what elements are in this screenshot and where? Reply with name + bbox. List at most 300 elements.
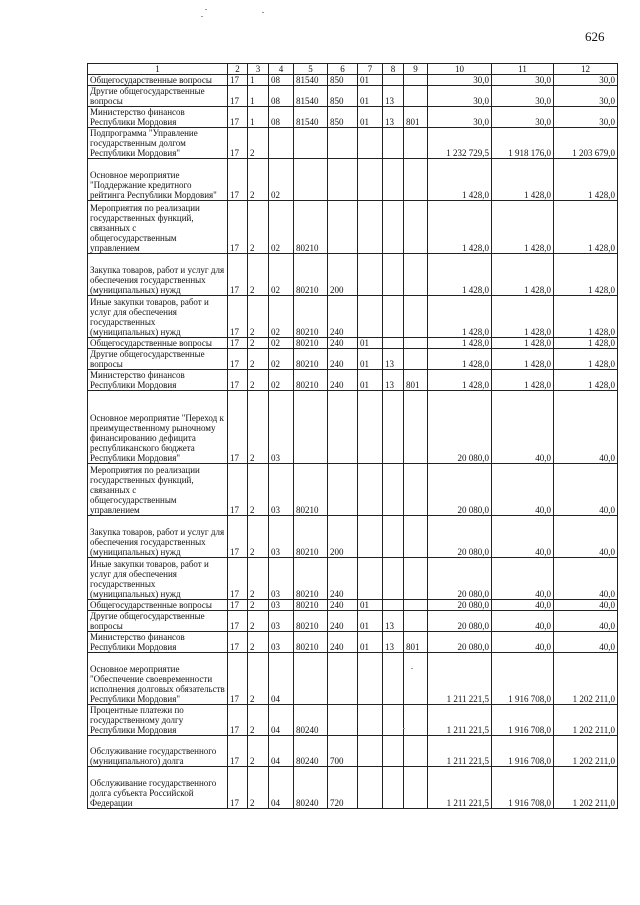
amount-cell: 1 428,0 xyxy=(492,338,554,349)
code-cell xyxy=(383,75,404,86)
code-cell: 80240 xyxy=(294,736,328,767)
row-name: Общегосударственные вопросы xyxy=(88,338,228,349)
amount-cell: 1 428,0 xyxy=(492,296,554,338)
table-row xyxy=(88,107,618,128)
amount-cell: 1 202 211,0 xyxy=(554,767,618,809)
code-cell xyxy=(358,296,383,338)
code-cell: 17 xyxy=(228,370,248,391)
amount-cell: 40,0 xyxy=(554,464,618,516)
amount-cell: 40,0 xyxy=(492,464,554,516)
amount-cell: 1 428,0 xyxy=(428,296,492,338)
code-cell: 200 xyxy=(328,516,358,558)
code-cell xyxy=(404,75,428,86)
code-cell: 08 xyxy=(269,75,294,86)
code-cell xyxy=(328,201,358,254)
column-header: 10 xyxy=(428,64,492,75)
code-cell: 850 xyxy=(328,75,358,86)
amount-cell: 1 428,0 xyxy=(554,370,618,391)
amount-cell: 20 080,0 xyxy=(428,632,492,653)
table-row xyxy=(88,464,618,516)
table-row xyxy=(88,75,618,86)
code-cell xyxy=(358,464,383,516)
row-name: Иные закупки товаров, работ и услуг для обеспечения государственных (муниципальных) нужд xyxy=(88,296,228,338)
table-row xyxy=(88,767,618,809)
amount-cell: 1 211 221,5 xyxy=(428,767,492,809)
code-cell: 02 xyxy=(269,201,294,254)
code-cell xyxy=(404,338,428,349)
code-cell xyxy=(404,201,428,254)
table-header-row xyxy=(88,64,618,75)
code-cell: 1 xyxy=(248,107,269,128)
column-header: 2 xyxy=(228,64,248,75)
code-cell: 80210 xyxy=(294,558,328,600)
code-cell: 2 xyxy=(248,653,269,705)
amount-cell: 40,0 xyxy=(554,600,618,611)
code-cell: 17 xyxy=(228,201,248,254)
code-cell xyxy=(328,159,358,201)
amount-cell: 40,0 xyxy=(492,558,554,600)
amount-cell: 1 202 211,0 xyxy=(554,653,618,705)
code-cell xyxy=(383,705,404,736)
amount-cell: 1 428,0 xyxy=(428,159,492,201)
code-cell: 80210 xyxy=(294,464,328,516)
code-cell xyxy=(404,611,428,632)
row-name: Министерство финансов Республики Мордовия xyxy=(88,107,228,128)
row-name: Подпрограмма "Управление государственным долгом Республики Мордовия" xyxy=(88,128,228,159)
code-cell xyxy=(404,464,428,516)
amount-cell: 40,0 xyxy=(554,611,618,632)
code-cell: 01 xyxy=(358,107,383,128)
column-header: 7 xyxy=(358,64,383,75)
amount-cell: 1 428,0 xyxy=(428,370,492,391)
column-header: 11 xyxy=(492,64,554,75)
table-row xyxy=(88,736,618,767)
budget-table xyxy=(87,63,618,809)
code-cell: 80240 xyxy=(294,767,328,809)
code-cell: 17 xyxy=(228,296,248,338)
column-header: 9 xyxy=(404,64,428,75)
code-cell xyxy=(294,128,328,159)
amount-cell: 40,0 xyxy=(492,516,554,558)
scan-speck xyxy=(403,728,405,729)
code-cell xyxy=(358,128,383,159)
amount-cell: 1 202 211,0 xyxy=(554,736,618,767)
code-cell xyxy=(358,391,383,464)
amount-cell: 20 080,0 xyxy=(428,516,492,558)
code-cell: 2 xyxy=(248,558,269,600)
code-cell xyxy=(383,159,404,201)
code-cell xyxy=(358,159,383,201)
code-cell: 13 xyxy=(383,370,404,391)
amount-cell: 30,0 xyxy=(428,86,492,107)
code-cell: 17 xyxy=(228,338,248,349)
code-cell: 2 xyxy=(248,600,269,611)
code-cell xyxy=(328,391,358,464)
code-cell: 17 xyxy=(228,107,248,128)
code-cell xyxy=(358,736,383,767)
row-name: Мероприятия по реализации государственных функций, связанных с общегосударственным управлением xyxy=(88,201,228,254)
code-cell: 17 xyxy=(228,767,248,809)
row-name: Мероприятия по реализации государственных функций, связанных с общегосударственным управлением xyxy=(88,464,228,516)
code-cell xyxy=(383,338,404,349)
code-cell: 240 xyxy=(328,349,358,370)
scan-speck xyxy=(411,668,413,669)
code-cell: 13 xyxy=(383,611,404,632)
table-row xyxy=(88,159,618,201)
page-number: 626 xyxy=(585,29,605,44)
code-cell xyxy=(383,254,404,296)
code-cell: 2 xyxy=(248,370,269,391)
amount-cell: 1 202 211,0 xyxy=(554,705,618,736)
code-cell xyxy=(328,705,358,736)
code-cell xyxy=(383,296,404,338)
code-cell xyxy=(404,349,428,370)
code-cell: 17 xyxy=(228,464,248,516)
code-cell: 2 xyxy=(248,705,269,736)
code-cell xyxy=(404,254,428,296)
code-cell: 2 xyxy=(248,391,269,464)
code-cell: 17 xyxy=(228,558,248,600)
code-cell xyxy=(404,516,428,558)
code-cell xyxy=(328,653,358,705)
code-cell xyxy=(358,516,383,558)
code-cell: 17 xyxy=(228,736,248,767)
code-cell xyxy=(358,767,383,809)
code-cell: 2 xyxy=(248,296,269,338)
code-cell xyxy=(404,600,428,611)
code-cell: 01 xyxy=(358,370,383,391)
column-header: 8 xyxy=(383,64,404,75)
code-cell: 801 xyxy=(404,107,428,128)
row-name: Иные закупки товаров, работ и услуг для обеспечения государственных (муниципальных) нужд xyxy=(88,558,228,600)
code-cell xyxy=(358,558,383,600)
code-cell: 80210 xyxy=(294,611,328,632)
code-cell: 80240 xyxy=(294,705,328,736)
column-header: 12 xyxy=(554,64,618,75)
row-name: Закупка товаров, работ и услуг для обеспечения государственных (муниципальных) нужд xyxy=(88,516,228,558)
code-cell: 80210 xyxy=(294,516,328,558)
amount-cell: 40,0 xyxy=(492,611,554,632)
scan-speck xyxy=(201,16,203,17)
code-cell xyxy=(404,558,428,600)
code-cell: 17 xyxy=(228,254,248,296)
code-cell: 01 xyxy=(358,338,383,349)
code-cell: 240 xyxy=(328,296,358,338)
code-cell: 13 xyxy=(383,349,404,370)
amount-cell: 1 428,0 xyxy=(428,254,492,296)
code-cell: 240 xyxy=(328,558,358,600)
code-cell: 03 xyxy=(269,516,294,558)
code-cell: 03 xyxy=(269,632,294,653)
code-cell: 13 xyxy=(383,632,404,653)
code-cell xyxy=(358,653,383,705)
row-name: Другие общегосударственные вопросы xyxy=(88,86,228,107)
amount-cell: 40,0 xyxy=(492,632,554,653)
code-cell: 01 xyxy=(358,86,383,107)
amount-cell: 40,0 xyxy=(554,558,618,600)
code-cell: 80210 xyxy=(294,338,328,349)
code-cell: 13 xyxy=(383,86,404,107)
code-cell: 2 xyxy=(248,338,269,349)
code-cell xyxy=(328,128,358,159)
row-name: Министерство финансов Республики Мордовия xyxy=(88,370,228,391)
row-name: Основное мероприятие "Переход к преимущественному рыночному финансированию дефицита республиканского бюджета Республики Мордовия" xyxy=(88,391,228,464)
amount-cell: 1 428,0 xyxy=(554,349,618,370)
code-cell: 13 xyxy=(383,107,404,128)
code-cell xyxy=(383,558,404,600)
amount-cell: 20 080,0 xyxy=(428,600,492,611)
code-cell xyxy=(383,391,404,464)
table-row xyxy=(88,370,618,391)
amount-cell: 1 918 176,0 xyxy=(492,128,554,159)
amount-cell: 1 916 708,0 xyxy=(492,767,554,809)
code-cell: 17 xyxy=(228,653,248,705)
code-cell: 17 xyxy=(228,75,248,86)
code-cell: 80210 xyxy=(294,632,328,653)
code-cell: 80210 xyxy=(294,254,328,296)
column-header: 5 xyxy=(294,64,328,75)
amount-cell: 30,0 xyxy=(554,107,618,128)
code-cell: 02 xyxy=(269,296,294,338)
row-name: Общегосударственные вопросы xyxy=(88,600,228,611)
amount-cell: 30,0 xyxy=(428,107,492,128)
scan-speck xyxy=(205,9,207,10)
code-cell: 04 xyxy=(269,736,294,767)
code-cell xyxy=(383,201,404,254)
amount-cell: 40,0 xyxy=(554,516,618,558)
code-cell: 720 xyxy=(328,767,358,809)
code-cell xyxy=(328,464,358,516)
code-cell: 01 xyxy=(358,349,383,370)
amount-cell: 1 428,0 xyxy=(428,338,492,349)
code-cell: 03 xyxy=(269,600,294,611)
code-cell: 17 xyxy=(228,159,248,201)
table-row xyxy=(88,653,618,705)
code-cell xyxy=(383,516,404,558)
code-cell: 81540 xyxy=(294,75,328,86)
code-cell: 700 xyxy=(328,736,358,767)
amount-cell: 1 916 708,0 xyxy=(492,653,554,705)
amount-cell: 20 080,0 xyxy=(428,558,492,600)
code-cell: 1 xyxy=(248,75,269,86)
row-name: Министерство финансов Республики Мордовия xyxy=(88,632,228,653)
code-cell: 2 xyxy=(248,611,269,632)
amount-cell: 30,0 xyxy=(554,75,618,86)
column-header: 6 xyxy=(328,64,358,75)
amount-cell: 1 232 729,5 xyxy=(428,128,492,159)
code-cell: 80210 xyxy=(294,600,328,611)
code-cell xyxy=(383,600,404,611)
code-cell: 2 xyxy=(248,128,269,159)
code-cell: 17 xyxy=(228,600,248,611)
code-cell: 01 xyxy=(358,611,383,632)
code-cell: 80210 xyxy=(294,201,328,254)
code-cell xyxy=(404,767,428,809)
amount-cell: 30,0 xyxy=(554,86,618,107)
code-cell: 17 xyxy=(228,632,248,653)
code-cell: 240 xyxy=(328,632,358,653)
code-cell: 200 xyxy=(328,254,358,296)
code-cell xyxy=(358,254,383,296)
amount-cell: 20 080,0 xyxy=(428,611,492,632)
code-cell: 17 xyxy=(228,611,248,632)
row-name: Общегосударственные вопросы xyxy=(88,75,228,86)
column-header: 1 xyxy=(88,64,228,75)
code-cell xyxy=(383,128,404,159)
code-cell: 801 xyxy=(404,370,428,391)
amount-cell: 30,0 xyxy=(428,75,492,86)
code-cell: 1 xyxy=(248,86,269,107)
row-name: Обслуживание государственного долга субъекта Российской Федерации xyxy=(88,767,228,809)
code-cell: 2 xyxy=(248,254,269,296)
code-cell: 01 xyxy=(358,632,383,653)
code-cell: 2 xyxy=(248,516,269,558)
code-cell xyxy=(404,391,428,464)
row-name: Закупка товаров, работ и услуг для обеспечения государственных (муниципальных) нужд xyxy=(88,254,228,296)
code-cell: 80210 xyxy=(294,370,328,391)
amount-cell: 1 211 221,5 xyxy=(428,736,492,767)
table-row xyxy=(88,86,618,107)
code-cell xyxy=(294,653,328,705)
amount-cell: 1 428,0 xyxy=(492,159,554,201)
amount-cell: 1 428,0 xyxy=(492,370,554,391)
table-row xyxy=(88,705,618,736)
code-cell: 08 xyxy=(269,86,294,107)
code-cell xyxy=(383,653,404,705)
amount-cell: 1 428,0 xyxy=(492,254,554,296)
amount-cell: 1 428,0 xyxy=(554,201,618,254)
code-cell xyxy=(383,767,404,809)
code-cell: 17 xyxy=(228,516,248,558)
code-cell xyxy=(358,201,383,254)
table-row xyxy=(88,611,618,632)
code-cell: 2 xyxy=(248,767,269,809)
code-cell: 02 xyxy=(269,159,294,201)
code-cell: 240 xyxy=(328,600,358,611)
row-name: Процентные платежи по государственному долгу Республики Мордовия xyxy=(88,705,228,736)
code-cell: 850 xyxy=(328,86,358,107)
amount-cell: 1 428,0 xyxy=(554,296,618,338)
code-cell: 80210 xyxy=(294,349,328,370)
amount-cell: 40,0 xyxy=(554,391,618,464)
table-row xyxy=(88,558,618,600)
column-header: 3 xyxy=(248,64,269,75)
amount-cell: 30,0 xyxy=(492,107,554,128)
table-row xyxy=(88,128,618,159)
code-cell: 81540 xyxy=(294,86,328,107)
amount-cell: 20 080,0 xyxy=(428,391,492,464)
row-name: Основное мероприятие "Обеспечение своевременности исполнения долговых обязательств Республики Мордовия" xyxy=(88,653,228,705)
table-body xyxy=(88,75,618,809)
code-cell xyxy=(404,653,428,705)
code-cell: 2 xyxy=(248,632,269,653)
code-cell: 240 xyxy=(328,338,358,349)
table-row xyxy=(88,338,618,349)
table-row xyxy=(88,296,618,338)
amount-cell: 1 916 708,0 xyxy=(492,705,554,736)
code-cell xyxy=(383,736,404,767)
code-cell: 17 xyxy=(228,349,248,370)
code-cell xyxy=(404,736,428,767)
code-cell: 03 xyxy=(269,611,294,632)
code-cell: 01 xyxy=(358,600,383,611)
code-cell: 01 xyxy=(358,75,383,86)
code-cell: 04 xyxy=(269,653,294,705)
code-cell: 08 xyxy=(269,107,294,128)
table-row xyxy=(88,254,618,296)
code-cell xyxy=(383,464,404,516)
code-cell: 2 xyxy=(248,349,269,370)
scan-speck xyxy=(262,12,264,13)
code-cell: 240 xyxy=(328,370,358,391)
amount-cell: 1 211 221,5 xyxy=(428,705,492,736)
amount-cell: 40,0 xyxy=(492,600,554,611)
code-cell: 81540 xyxy=(294,107,328,128)
amount-cell: 20 080,0 xyxy=(428,464,492,516)
code-cell xyxy=(404,296,428,338)
amount-cell: 40,0 xyxy=(492,391,554,464)
row-name: Основное мероприятие "Поддержание кредитного рейтинга Республики Мордовия" xyxy=(88,159,228,201)
code-cell xyxy=(404,86,428,107)
code-cell: 17 xyxy=(228,705,248,736)
amount-cell: 1 203 679,0 xyxy=(554,128,618,159)
amount-cell: 1 428,0 xyxy=(492,349,554,370)
code-cell xyxy=(404,128,428,159)
table-row xyxy=(88,516,618,558)
amount-cell: 30,0 xyxy=(492,75,554,86)
row-name: Обслуживание государственного (муниципального) долга xyxy=(88,736,228,767)
column-header: 4 xyxy=(269,64,294,75)
amount-cell: 1 428,0 xyxy=(428,201,492,254)
amount-cell: 1 428,0 xyxy=(428,349,492,370)
code-cell: 80210 xyxy=(294,296,328,338)
table-row xyxy=(88,632,618,653)
code-cell: 04 xyxy=(269,767,294,809)
code-cell xyxy=(269,128,294,159)
code-cell: 17 xyxy=(228,128,248,159)
code-cell: 02 xyxy=(269,254,294,296)
amount-cell: 1 211 221,5 xyxy=(428,653,492,705)
code-cell: 17 xyxy=(228,86,248,107)
amount-cell: 1 916 708,0 xyxy=(492,736,554,767)
code-cell xyxy=(358,705,383,736)
code-cell xyxy=(294,391,328,464)
code-cell xyxy=(404,705,428,736)
code-cell: 17 xyxy=(228,391,248,464)
code-cell: 2 xyxy=(248,201,269,254)
code-cell xyxy=(294,159,328,201)
table-row xyxy=(88,349,618,370)
code-cell: 240 xyxy=(328,611,358,632)
code-cell: 801 xyxy=(404,632,428,653)
code-cell: 03 xyxy=(269,391,294,464)
amount-cell: 1 428,0 xyxy=(492,201,554,254)
code-cell: 2 xyxy=(248,736,269,767)
code-cell: 03 xyxy=(269,464,294,516)
table-row xyxy=(88,391,618,464)
amount-cell: 1 428,0 xyxy=(554,338,618,349)
row-name: Другие общегосударственные вопросы xyxy=(88,611,228,632)
code-cell: 04 xyxy=(269,705,294,736)
code-cell: 850 xyxy=(328,107,358,128)
code-cell: 2 xyxy=(248,159,269,201)
code-cell: 03 xyxy=(269,558,294,600)
amount-cell: 40,0 xyxy=(554,632,618,653)
amount-cell: 1 428,0 xyxy=(554,159,618,201)
amount-cell: 1 428,0 xyxy=(554,254,618,296)
code-cell: 02 xyxy=(269,370,294,391)
table-row xyxy=(88,600,618,611)
